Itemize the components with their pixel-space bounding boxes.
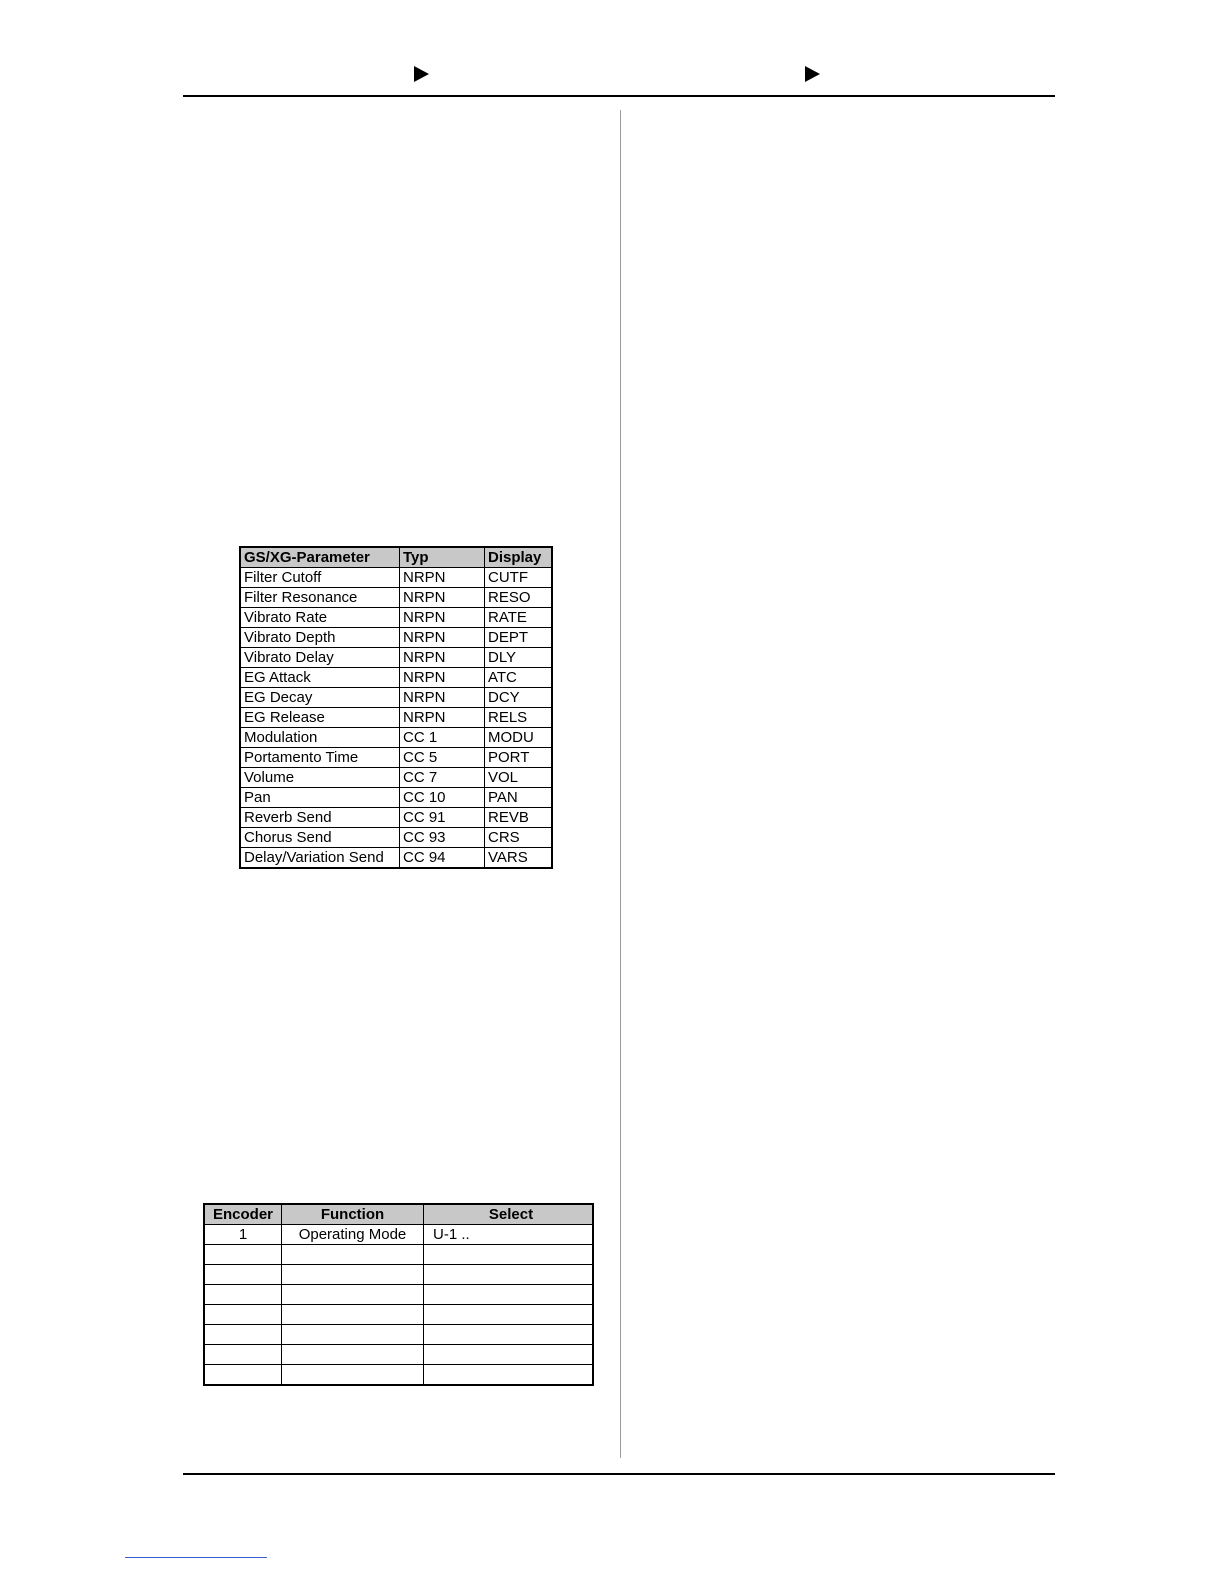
table-row [240,788,552,808]
table-cell: CC 10 [400,788,485,808]
table-row [204,1365,593,1386]
table-row [240,688,552,708]
table-cell [424,1345,594,1365]
table-cell: MODU [485,728,553,748]
table-cell [424,1305,594,1325]
table-cell: PAN [485,788,553,808]
table-cell: EG Attack [240,668,400,688]
table-row [240,748,552,768]
column-header: GS/XG-Parameter [240,547,400,568]
table-cell: DLY [485,648,553,668]
column-header: Encoder [204,1204,282,1225]
table-cell: NRPN [400,588,485,608]
table-row [240,668,552,688]
column-divider [620,110,621,1458]
table-cell: Pan [240,788,400,808]
table-cell: NRPN [400,668,485,688]
table-cell: CUTF [485,568,553,588]
column-header: Typ [400,547,485,568]
column-header: Select [424,1204,594,1225]
table-cell: Modulation [240,728,400,748]
table-row [204,1345,593,1365]
table-cell: Vibrato Depth [240,628,400,648]
table-cell: Filter Resonance [240,588,400,608]
footer-link-underline [125,1557,267,1558]
table-row [204,1225,593,1245]
table-cell: CC 94 [400,848,485,869]
table-row [204,1245,593,1265]
table-cell: NRPN [400,708,485,728]
table-cell [204,1245,282,1265]
table-cell: CC 7 [400,768,485,788]
table-cell [204,1325,282,1345]
table-cell [424,1245,594,1265]
table-cell: Filter Cutoff [240,568,400,588]
table-cell [424,1285,594,1305]
table-cell: Vibrato Delay [240,648,400,668]
table-cell: Reverb Send [240,808,400,828]
table-cell: Vibrato Rate [240,608,400,628]
table-row [240,768,552,788]
table-cell: RESO [485,588,553,608]
table-cell [204,1265,282,1285]
table-row [240,568,552,588]
table-cell [282,1345,424,1365]
table-cell: EG Decay [240,688,400,708]
table-cell [424,1365,594,1386]
table-row [204,1325,593,1345]
table-cell: 1 [204,1225,282,1245]
table-cell [204,1285,282,1305]
table-cell: Chorus Send [240,828,400,848]
table-cell [204,1365,282,1386]
gs-xg-parameter-table [239,546,553,869]
table-cell: Volume [240,768,400,788]
table-cell: Operating Mode [282,1225,424,1245]
table-cell: NRPN [400,648,485,668]
table-cell: NRPN [400,688,485,708]
table-cell: Portamento Time [240,748,400,768]
table-cell: DCY [485,688,553,708]
table-header-row [204,1204,593,1225]
table-cell: NRPN [400,628,485,648]
table-cell: EG Release [240,708,400,728]
header-arrow-icon [805,66,820,82]
table-cell: CC 93 [400,828,485,848]
table-cell: DEPT [485,628,553,648]
table-row [240,808,552,828]
table-cell [282,1285,424,1305]
table-cell [282,1325,424,1345]
table-cell: RELS [485,708,553,728]
table-cell: CC 5 [400,748,485,768]
table-row [240,628,552,648]
column-header: Function [282,1204,424,1225]
table-cell [282,1365,424,1386]
table-row [240,648,552,668]
table-cell: CC 1 [400,728,485,748]
table-cell: U-1 .. [424,1225,594,1245]
table-cell [424,1265,594,1285]
table-cell [204,1345,282,1365]
table-cell: ATC [485,668,553,688]
table-cell: Delay/Variation Send [240,848,400,869]
header-arrow-icon [414,66,429,82]
table-cell: CC 91 [400,808,485,828]
table-row [240,608,552,628]
table-cell: VARS [485,848,553,869]
table-cell [282,1245,424,1265]
table-cell: PORT [485,748,553,768]
table-cell: CRS [485,828,553,848]
table-row [240,588,552,608]
column-header: Display [485,547,553,568]
encoder-function-table [203,1203,594,1386]
table-cell [282,1305,424,1325]
table-cell [282,1265,424,1285]
table-row [204,1285,593,1305]
table-cell: VOL [485,768,553,788]
table-row [240,828,552,848]
table-row [240,708,552,728]
table-cell: RATE [485,608,553,628]
table-header-row [240,547,552,568]
table-cell [204,1305,282,1325]
table-cell [424,1325,594,1345]
table-row [240,848,552,869]
header-rule [183,95,1055,97]
table-cell: NRPN [400,608,485,628]
table-row [240,728,552,748]
table-cell: NRPN [400,568,485,588]
table-cell: REVB [485,808,553,828]
table-row [204,1265,593,1285]
table-row [204,1305,593,1325]
footer-rule [183,1473,1055,1475]
